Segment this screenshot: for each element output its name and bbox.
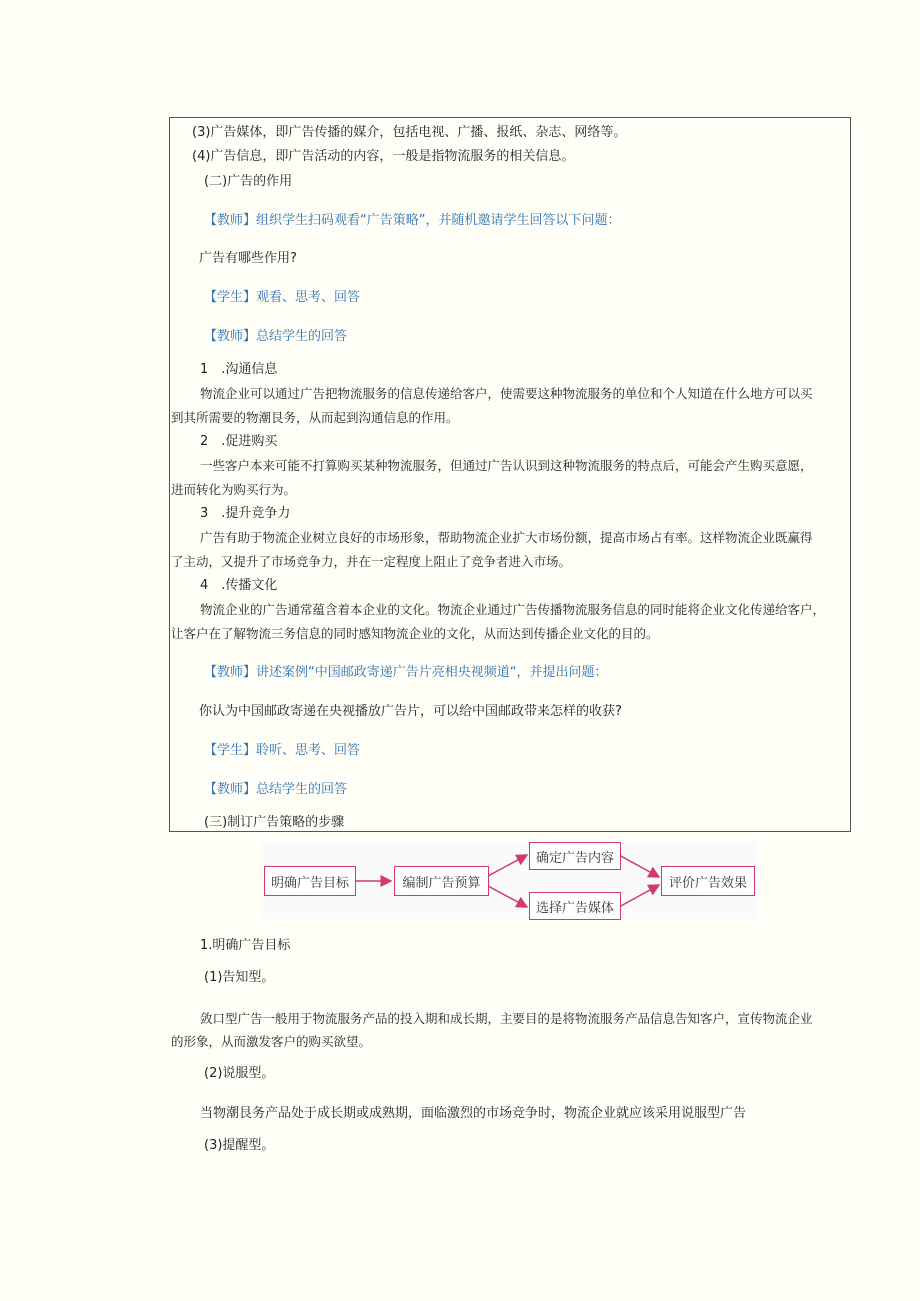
text-line: 物流企业可以通过广告把物流服务的信息传递给客户，使需要这种物流服务的单位和个人知道在什么地方可以买 <box>200 386 813 401</box>
text-line: 物流企业的广告通常蕴含着本企业的文化。物流企业通过广告传播物流服务信息的同时能将企业文化传递给客户， <box>200 602 826 617</box>
step-node: 明确广告目标 <box>264 866 356 896</box>
step-node: 评价广告效果 <box>661 866 755 896</box>
text-line: 敛口型广告一般用于物流服务产品的投入期和成长期，主要目的是将物流服务产品信息告知客户，宣传物流企业 <box>200 1011 813 1026</box>
subheading: 3 .提升竞争力 <box>200 506 291 521</box>
arrow <box>488 886 527 907</box>
question: 你认为中国邮政寄递在央视播放广告片，可以给中国邮政带来怎样的收获? <box>199 704 622 719</box>
text-line: (1)告知型。 <box>204 970 275 985</box>
arrow <box>619 855 659 877</box>
subheading: 1 .沟通信息 <box>200 362 278 377</box>
text-line: 广告有助于物流企业树立良好的市场形象，帮助物流企业扩大市场份额，提高市场占有率。这样物流企业既赢得 <box>200 530 813 545</box>
question: 广告有哪些作用? <box>199 251 297 266</box>
text-line: 当物潮艮务产品处于成长期或成熟期，面临激烈的市场竞争时，物流企业就应该采用说服型广告 <box>200 1106 747 1121</box>
text-line: 了主动，又提升了市场竞争力，并在一定程度上阻止了竞争者进入市场。 <box>171 554 572 569</box>
arrow <box>488 855 527 876</box>
text-line: 进而转化为购买行为。 <box>171 482 297 497</box>
step-node: 编制广告预算 <box>394 866 489 896</box>
step-node: 确定广告内容 <box>529 842 621 870</box>
text-line: 的形象，从而激发客户的购买欲望。 <box>171 1034 372 1049</box>
section-heading: (三)制订广告策略的步骤 <box>204 815 345 830</box>
text-line: (4)广告信息，即广告活动的内容，一般是指物流服务的相关信息。 <box>192 149 575 164</box>
text-line: (3)提醒型。 <box>204 1138 275 1153</box>
text-line: 让客户在了解物流三务信息的同时感知物流企业的文化，从而达到传播企业文化的目的。 <box>171 626 659 641</box>
teacher-note: 【教师】讲述案例“中国邮政寄递广告片亮相央视频道“，并提出问题： <box>204 665 608 680</box>
text-line: (3)广告媒体，即广告传播的媒介，包括电视、广播、报纸、杂志、网络等。 <box>192 125 627 140</box>
subheading: 1.明确广告目标 <box>200 938 291 953</box>
text-line: 一些客户本来可能不打算购买某种物流服务，但通过广告认识到这种物流服务的特点后，可能会产生购买意愿， <box>200 458 813 473</box>
student-note: 【学生】观看、思考、回答 <box>204 290 361 305</box>
teacher-note: 【教师】总结学生的回答 <box>204 329 348 344</box>
section-heading: (二)广告的作用 <box>204 174 293 189</box>
arrow <box>619 885 659 907</box>
text-line: 到其所需要的物潮艮务，从而起到沟通信息的作用。 <box>171 410 459 425</box>
text-line: (2)说服型。 <box>204 1066 275 1081</box>
teacher-note: 【教师】总结学生的回答 <box>204 782 348 797</box>
subheading: 4 .传播文化 <box>200 578 278 593</box>
step-node: 选择广告媒体 <box>529 892 621 920</box>
subheading: 2 .促进购买 <box>200 434 278 449</box>
flow-diagram <box>261 842 757 919</box>
student-note: 【学生】聆听、思考、回答 <box>204 743 361 758</box>
teacher-note: 【教师】组织学生扫码观看“广告策略”，并随机邀请学生回答以下问题： <box>204 213 621 228</box>
